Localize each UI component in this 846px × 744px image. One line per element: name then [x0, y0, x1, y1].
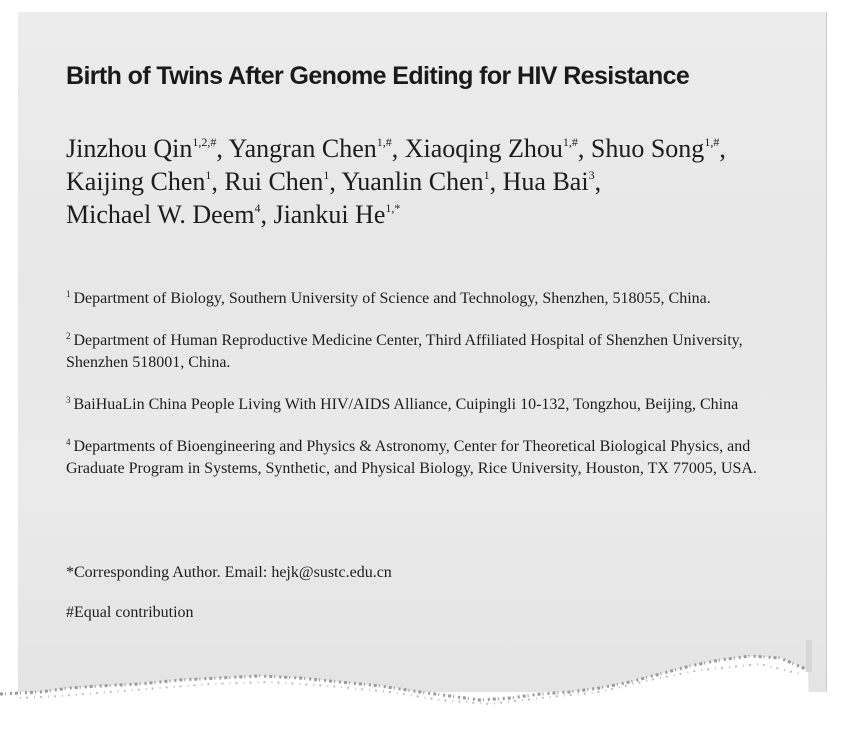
affiliation-list	[66, 288, 766, 500]
author-name: Jiankui He	[273, 200, 386, 229]
author-affiliation-mark: 1,2,#	[192, 135, 217, 149]
author-name: Michael W. Deem	[66, 200, 255, 229]
author-separator: ,	[329, 167, 336, 196]
paper-title: Birth of Twins After Genome Editing for HIV Resistance	[66, 62, 690, 90]
author-name: Shuo Song	[590, 134, 705, 163]
author-affiliation-mark: 1	[205, 168, 212, 182]
author-separator: ,	[211, 167, 218, 196]
affiliation-text: Departments of Bioengineering and Physics & Astronomy, Center for Theoretical Biological Physics, and Graduate Program in Systems, Synthetic, and Physical Biology, Rice University, Houston, TX 77005, USA.	[66, 438, 757, 477]
author-affiliation-mark: 1	[483, 168, 490, 182]
author	[273, 200, 400, 229]
author	[66, 200, 267, 229]
author	[405, 134, 585, 163]
affiliation-text: BaiHuaLin China People Living With HIV/AIDS Alliance, Cuipingli 10-132, Tongzhou, Beijing, China	[73, 396, 739, 413]
author-affiliation-mark: 3	[588, 168, 595, 182]
author-name: Kaijing Chen	[66, 167, 206, 196]
author	[228, 134, 398, 163]
author-affiliation-mark: 1,#	[704, 135, 720, 149]
equal-contribution-note: #Equal contribution	[66, 604, 194, 621]
author-separator: ,	[594, 167, 602, 196]
author-affiliation-mark: 1,*	[385, 201, 401, 215]
author-name: Xiaoqing Zhou	[404, 134, 563, 163]
author-name: Yuanlin Chen	[341, 167, 484, 196]
affiliation-item	[66, 288, 766, 310]
affiliation-item	[66, 330, 766, 374]
affiliation-text: Department of Biology, Southern University of Science and Technology, Shenzhen, 518055, China.	[73, 290, 711, 307]
affiliation-item	[66, 436, 766, 480]
affiliation-mark: 1	[66, 289, 71, 299]
author	[341, 167, 496, 196]
author	[503, 167, 601, 196]
author-affiliation-mark: 1	[323, 168, 330, 182]
corresponding-author-note: *Corresponding Author. Email: hejk@sustc.edu.cn	[66, 564, 392, 581]
author-affiliation-mark: 4	[254, 201, 261, 215]
author-name: Rui Chen	[224, 167, 324, 196]
torn-paper-edge	[0, 640, 846, 744]
author	[66, 167, 218, 196]
affiliation-mark: 4	[66, 437, 71, 447]
author-separator: ,	[489, 167, 497, 196]
author-separator: ,	[260, 200, 267, 229]
author-name: Jinzhou Qin	[66, 134, 193, 163]
author	[224, 167, 335, 196]
affiliation-mark: 3	[66, 395, 71, 405]
author-list	[66, 132, 796, 231]
author	[591, 134, 726, 163]
author	[66, 134, 223, 163]
author-separator: ,	[216, 134, 223, 163]
author-name: Hua Bai	[502, 167, 589, 196]
author-separator: ,	[577, 134, 585, 163]
affiliation-item	[66, 394, 766, 416]
author-name: Yangran Chen	[228, 134, 377, 163]
author-affiliation-mark: 1,#	[562, 135, 578, 149]
author-separator: ,	[391, 134, 399, 163]
affiliation-mark: 2	[66, 331, 71, 341]
affiliation-text: Department of Human Reproductive Medicine Center, Third Affiliated Hospital of Shenzhen University, Shenzhen 518001, China.	[66, 332, 743, 371]
author-affiliation-mark: 1,#	[376, 135, 392, 149]
author-separator: ,	[719, 134, 726, 163]
